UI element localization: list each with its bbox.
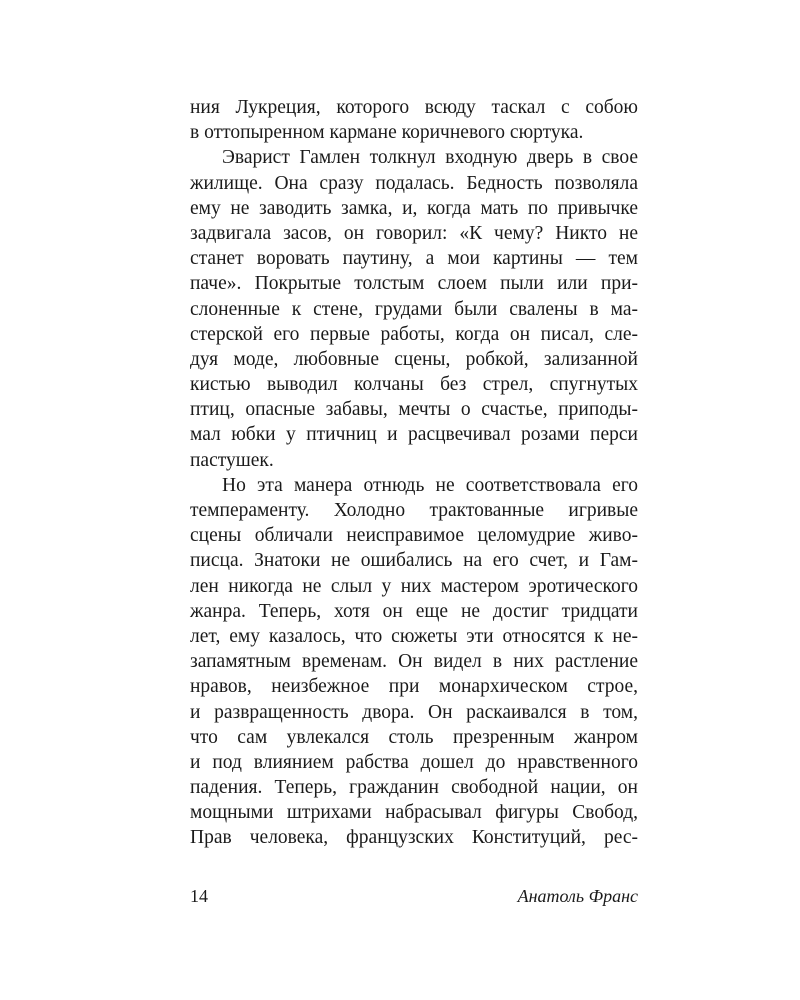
text-line: стерской его первые работы, когда он писал, сле-: [190, 323, 638, 345]
text-line: птиц, опасные забавы, мечты о счастье, приподы-: [190, 399, 638, 421]
text-line: писца. Знатоки не ошибались на его счет, и Гам-: [190, 550, 638, 572]
body-text: [190, 95, 638, 851]
text-line: что сам увлекался столь презренным жанром: [190, 726, 638, 748]
text-line: кистью выводил колчаны без стрел, спугнутых: [190, 374, 638, 396]
running-title: Анатоль Франс: [517, 886, 638, 906]
page-footer: [190, 884, 638, 908]
text-line: темпераменту. Холодно трактованные игривые: [190, 500, 638, 521]
text-line: запамятным временам. Он видел в них растление: [190, 651, 638, 673]
paragraph-end-line: в оттопыренном кармане коричневого сюртука.: [190, 122, 584, 144]
page-number: 14: [190, 886, 208, 906]
text-line: жилище. Она сразу подалась. Бедность позволяла: [190, 172, 638, 194]
paragraph-start-line: Эварист Гамлен толкнул входную дверь в свое: [222, 147, 638, 169]
text-line: Прав человека, французских Конституций, рес-: [190, 827, 638, 849]
text-line: задвигала засов, он говорил: «К чему? Никто не: [190, 222, 638, 244]
paragraph-end-line: пастушек.: [190, 449, 274, 471]
text-line: лен никогда не слыл у них мастером эротического: [190, 575, 638, 597]
text-line: и развращенность двора. Он раскаивался в том,: [190, 701, 638, 723]
text-line: мал юбки у птичниц и расцвечивал розами перси: [190, 424, 638, 446]
text-line: дуя моде, любовные сцены, робкой, зализанной: [190, 348, 638, 370]
text-line: ния Лукреция, которого всюду таскал с собою: [190, 97, 638, 118]
text-line: падения. Теперь, гражданин свободной нации, он: [190, 777, 638, 799]
text-line: и под влиянием рабства дошел до нравственного: [190, 751, 638, 773]
text-line: станет воровать паутину, а мои картины — тем: [190, 248, 638, 270]
text-line: слоненные к стене, грудами были свалены в ма-: [190, 298, 638, 320]
text-line: ему не заводить замка, и, когда мать по привычке: [190, 197, 638, 219]
text-line: мощными штрихами набрасывал фигуры Свобод,: [190, 802, 638, 824]
text-line: жанра. Теперь, хотя он еще не достиг тридцати: [190, 600, 638, 622]
text-line: сцены обличали неисправимое целомудрие живо-: [190, 525, 638, 547]
text-line: нравов, неизбежное при монархическом строе,: [190, 676, 638, 698]
text-line: лет, ему казалось, что сюжеты эти относятся к не-: [190, 625, 638, 647]
text-line: паче». Покрытые толстым слоем пыли или при-: [190, 273, 638, 295]
paragraph-start-line: Но эта манера отнюдь не соответствовала его: [222, 474, 638, 496]
